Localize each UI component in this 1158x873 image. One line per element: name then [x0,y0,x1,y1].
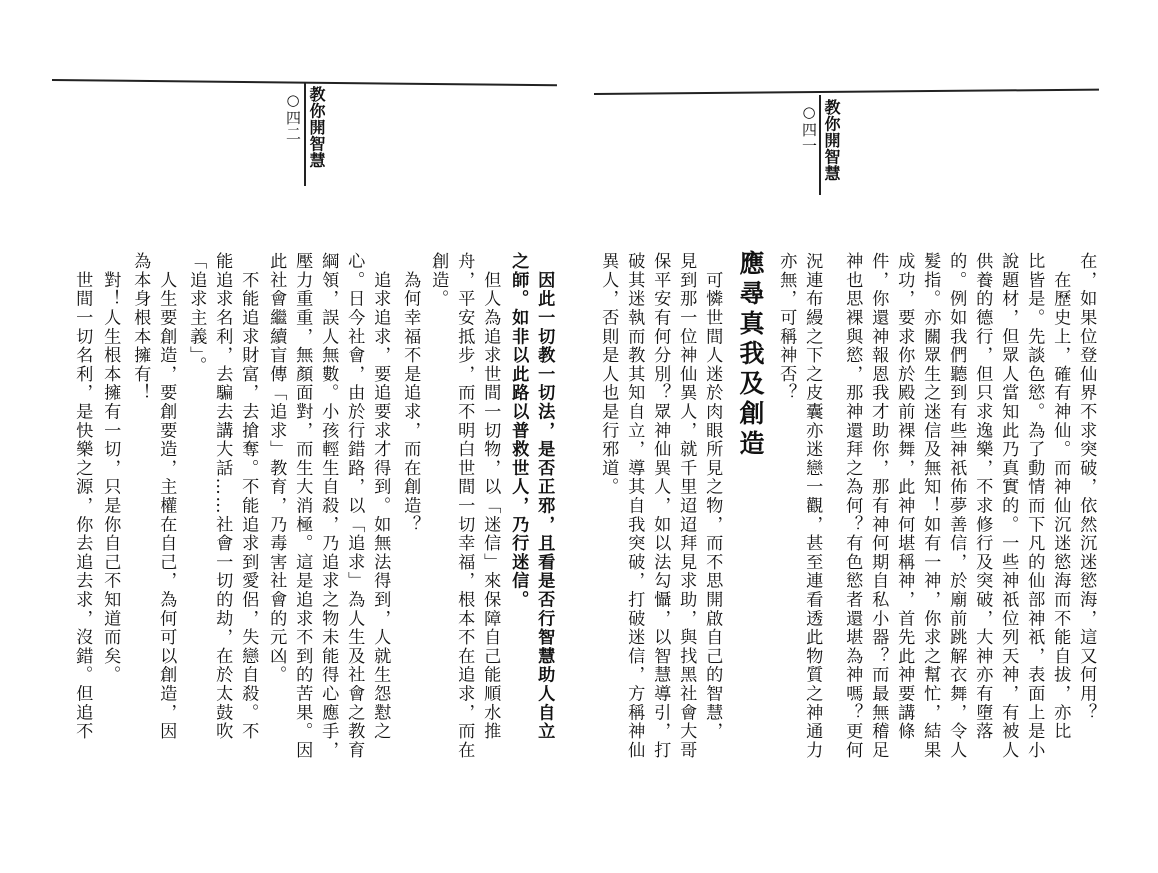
body-column: 見到那一位神仙異人，就千里迢迢拜見求助，與找黑社會大哥 [676,252,697,760]
body-column: 神也思裸與慾，那神還拜之為何？有色慾者還堪為神嗎？更何 [842,252,863,760]
body-column: 比皆是。先談色慾。為了動情而下凡的仙部神祇，表面上是小 [1024,252,1045,760]
body-column: 件，你還神報恩我才助你，那有神何期自私小器？而最無稽足 [868,252,889,760]
body-column: 況連布縵之下之皮囊亦迷戀一觀，甚至連看透此物質之神通力 [802,252,823,760]
right-page-number: ○四一 [800,103,818,154]
body-column: 心。日今社會，由於行錯路，以「追求」為人生及社會之教育 [344,252,365,760]
body-column: 供養的德行，但只求逸樂，不求修行及突破，大神亦有墮落 [972,252,993,741]
body-column: 成功，要求你於殿前裸舞，此神何堪稱神，首先此神要講條 [894,252,915,741]
body-column: 在歷史上，確有神仙。而神仙沉迷慾海而不能自拔，亦比 [1050,252,1071,741]
body-column: 創造。 [428,252,449,309]
section-title: 應尋真我及創造 [736,250,765,460]
body-column-emphasis: 之師。如非以此路以普救世人，乃行迷信。 [508,252,529,610]
body-column: 舟，平安抵步，而不明白世間一切幸福，根本不在追求，而在 [454,252,475,760]
body-column: 追求追求，要追要求才得到。如無法得到，人就生怨懟之 [370,252,391,741]
body-column-emphasis: 因此一切教一切法，是否正邪，且看是否行智慧助人自立 [534,252,555,741]
body-column: 人生要創造，要創要造，主權在自己，為何可以創造，因 [156,252,177,741]
body-column: 「追求主義」。 [186,252,207,375]
body-column: 保平安有何分別？眾神仙異人，如以法勾懾，以智慧導引，打 [650,252,671,760]
body-column: 的。例如我們聽到有些神祇佈夢善信，於廟前跳解衣舞，令人 [946,252,967,760]
body-column: 在，如果位登仙界不求突破，依然沉迷慾海，這又何用？ [1076,252,1097,722]
left-page-number: ○四二 [284,91,302,142]
body-column: 對！人生根本擁有一切，只是你自己不知道而矣。 [100,252,121,685]
body-column: 此社會繼續盲傳「追求」教育，乃毒害社會的元凶。 [266,252,287,685]
body-column: 亦無，可稱神否？ [776,252,797,403]
body-column: 不能追求財富，去搶奪。不能追求到愛侶，失戀自殺。不 [238,252,259,741]
right-header-divider [819,95,821,195]
body-column: 綱領，誤人無數。小孩輕生自殺，乃追求之物未能得心應手， [318,252,339,760]
body-column: 髮指。亦關眾生之迷信及無知！如有一神，你求之幫忙，結果 [920,252,941,760]
body-column: 異人，否則是人也是行邪道。 [598,252,619,497]
right-page-top-rule [594,89,1099,95]
body-column: 可憐世間人迷於肉眼所見之物，而不思開啟自己的智慧， [702,252,723,741]
body-column: 破其迷執而教其知自立，導其自我突破，打破迷信，方稱神仙 [624,252,645,760]
body-column: 能追求名利，去騙去講大話……社會一切的劫，在於太鼓吹 [212,252,233,741]
body-column: 壓力重重，無顏面對，而生大消極。這是追求不到的苦果。因 [292,252,313,760]
body-column: 為本身根本擁有！ [130,252,151,403]
body-column: 世間一切名利，是快樂之源，你去追去求，沒錯。但追不 [72,252,93,741]
left-running-header: 教你開智慧 [307,86,326,169]
body-column: 為何幸福不是追求，而在創造？ [400,252,421,534]
body-column: 但人為追求世間一切物，以「迷信」來保障自己能順水推 [480,252,501,741]
left-header-divider [304,82,306,186]
body-column: 說題材，但眾人當知此乃真實的。一些神祇位列天神，有被人 [998,252,1019,760]
right-running-header: 教你開智慧 [822,99,841,182]
